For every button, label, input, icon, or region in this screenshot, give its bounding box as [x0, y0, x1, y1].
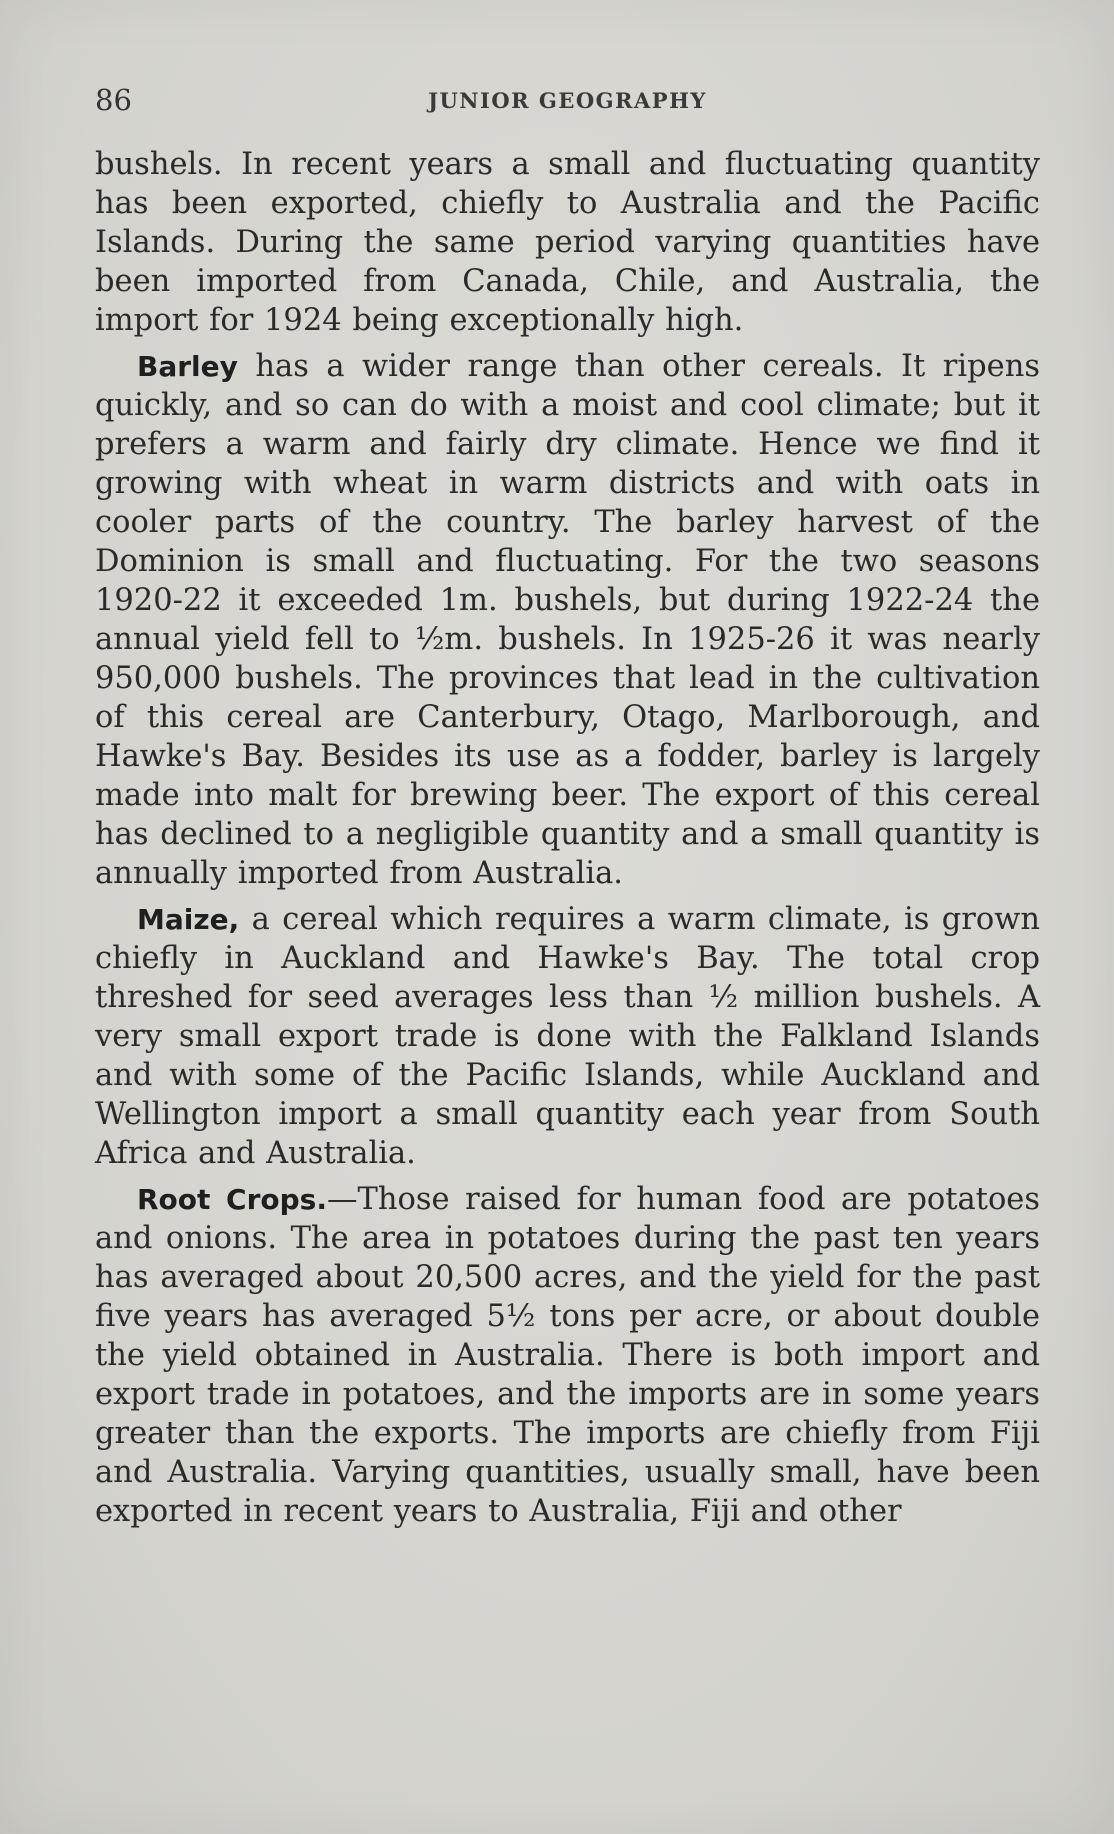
paragraph-text: bushels. In recent years a small and fluctuating quantity has been exported, chiefly to Australia and the Pacific Islands. During the same period varying quantities have been imported from Canada, Chile, and Australia, the import for 1924 being exceptionally high. — [95, 147, 1040, 338]
paragraph-heading-maize: Maize, — [137, 903, 240, 936]
paragraph-text: has a wider range than other cereals. It ripens quickly, and so can do with a moist and cool climate; but it prefers a warm and fairly dry climate. Hence we find it growing with wheat in warm districts and with oats in cooler parts of the country. The barley harvest of the Dominion is small and fluctuating. For the two seasons 1920-22 it exceeded 1m. bushels, but during 1922-24 the annual yield fell to ½m. bushels. In 1925-26 it was nearly 950,000 bushels. The provinces that lead in the cultivation of this cereal are Canterbury, Otago, Marlborough, and Hawke's Bay. Besides its use as a fodder, barley is largely made into malt for brewing beer. The export of this cereal has declined to a negligible quantity and a small quantity is annually imported from Australia. — [95, 349, 1040, 891]
page-number: 86 — [95, 83, 132, 117]
running-title: JUNIOR GEOGRAPHY — [428, 88, 707, 113]
paragraph-heading-root-crops: Root Crops. — [137, 1183, 327, 1216]
running-head — [95, 82, 1040, 122]
paragraph-maize — [95, 900, 1040, 1173]
body-text — [95, 145, 1040, 1531]
paragraph-root-crops — [95, 1180, 1040, 1531]
paragraph-barley — [95, 347, 1040, 893]
paragraph-wheat-continued — [95, 145, 1040, 340]
paragraph-text: —Those raised for human food are potatoes and onions. The area in potatoes during the past ten years has averaged about 20,500 acres, and the yield for the past five years has averaged 5½ tons per acre, or about double the yield obtained in Australia. There is both import and export trade in potatoes, and the imports are in some years greater than the exports. The imports are chiefly from Fiji and Australia. Varying quantities, usually small, have been exported in recent years to Australia, Fiji and other — [95, 1182, 1041, 1529]
paragraph-text: a cereal which requires a warm climate, is grown chiefly in Auckland and Hawke's Bay. The total crop threshed for seed averages less than ½ million bushels. A very small export trade is done with the Falkland Islands and with some of the Pacific Islands, while Auckland and Wellington import a small quantity each year from South Africa and Australia. — [95, 902, 1040, 1171]
paragraph-heading-barley: Barley — [137, 350, 238, 383]
